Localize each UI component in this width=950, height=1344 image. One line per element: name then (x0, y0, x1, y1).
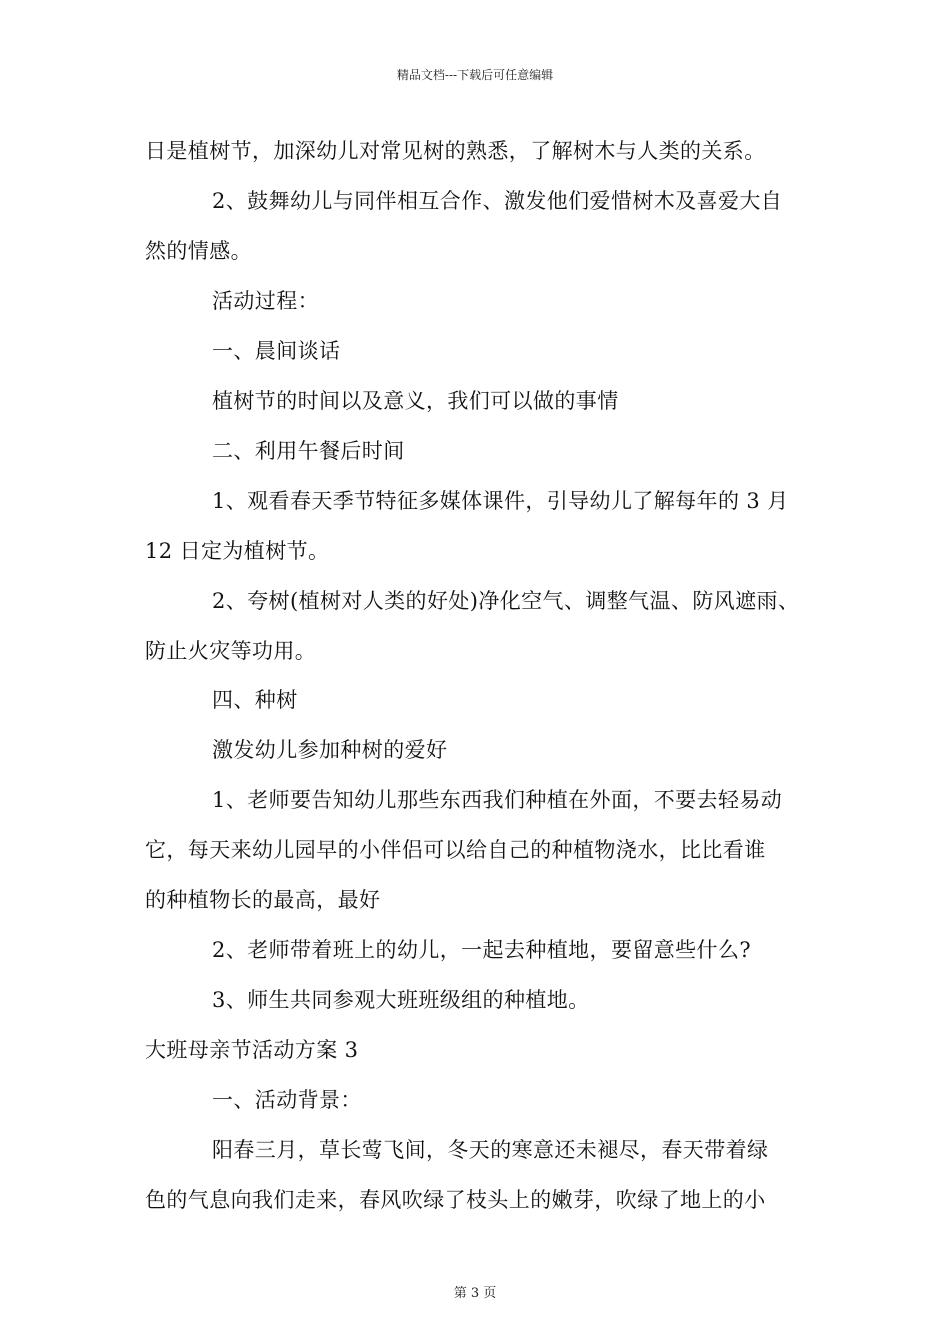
section-heading: 一、活动背景： (212, 1088, 362, 1112)
paragraph-line: 阳春三月，草长莺飞间，冬天的寒意还未褪尽，春天带着绿 (212, 1138, 769, 1162)
paragraph-line: 1、老师要告知幼儿那些东西我们种植在外面，不要去轻易动 (212, 788, 783, 812)
paragraph-line: 的种植物长的最高，最好 (145, 888, 381, 912)
paragraph-line: 2、夸树(植树对人类的好处)净化空气、调整气温、防风遮雨、 (212, 589, 800, 613)
paragraph-line: 1、观看春天季节特征多媒体课件，引导幼儿了解每年的 3 月 (212, 489, 789, 513)
paragraph-line: 激发幼儿参加种树的爱好 (212, 738, 448, 762)
paragraph-line: 色的气息向我们走来，春风吹绿了枝头上的嫩芽，吹绿了地上的小 (145, 1188, 766, 1212)
paragraph-line: 2、鼓舞幼儿与同伴相互合作、激发他们爱惜树木及喜爱大自 (212, 189, 783, 213)
paragraph-line: 2、老师带着班上的幼儿，一起去种植地，要留意些什么? (212, 938, 752, 962)
paragraph-line: 3、师生共同参观大班班级组的种植地。 (212, 988, 590, 1012)
paragraph-line: 12 日定为植树节。 (145, 539, 330, 563)
section-heading: 一、晨间谈话 (212, 339, 341, 363)
page-header: 精品文档---下载后可任意编辑 (396, 68, 554, 82)
paragraph-line: 日是植树节，加深幼儿对常见树的熟悉，了解树木与人类的关系。 (145, 139, 766, 163)
paragraph-line: 防止火灾等功用。 (145, 639, 317, 663)
paragraph-line: 它，每天来幼儿园早的小伴侣可以给自己的种植物浇水，比比看谁 (145, 838, 766, 862)
page-number: 第 3 页 (453, 1286, 497, 1301)
section-heading: 活动过程： (212, 289, 319, 313)
paragraph-line: 然的情感。 (145, 239, 252, 263)
document-title: 大班母亲节活动方案 3 (145, 1038, 359, 1062)
paragraph-line: 植树节的时间以及意义，我们可以做的事情 (212, 389, 619, 413)
section-heading: 四、种树 (212, 688, 298, 712)
section-heading: 二、利用午餐后时间 (212, 439, 405, 463)
